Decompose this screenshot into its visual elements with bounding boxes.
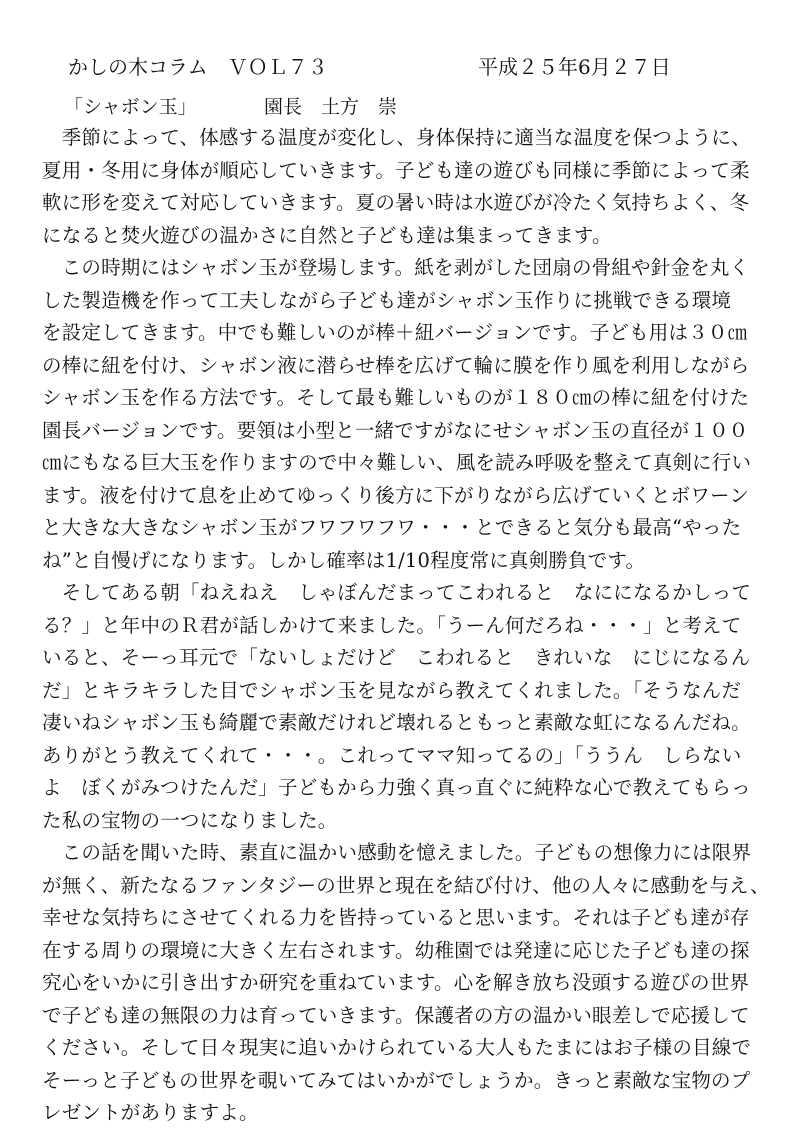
body-line: レゼントがありますよ。 bbox=[42, 1101, 259, 1124]
column-author: 園長 土方 崇 bbox=[264, 96, 398, 118]
column-subhead bbox=[64, 90, 397, 124]
body-line: る？」と年中のＲ君が話しかけて来ました。「うーん何だろね・・・」と考えて bbox=[42, 613, 742, 637]
body-line: 在する周りの環境に大きく左右されます。幼稚園では発達に応じた子ども達の探 bbox=[42, 938, 750, 962]
body-line: 園長バージョンです。要領は小型と一緒ですがなにせシャボン玉の直径が１００ bbox=[42, 418, 749, 442]
body-line: だ」とキラキラした目でシャボン玉を見ながら教えてくれました。「そうなんだ bbox=[42, 678, 742, 702]
body-line: ください。そして日々現実に追いかけられている大人もたまにはお子様の目線で bbox=[42, 1036, 752, 1059]
column-topic-title: 「シャボン玉」 bbox=[64, 96, 197, 118]
body-line: この話を聞いた時、素直に温かい感動を憶えました。子どもの想像力には限界 bbox=[42, 841, 752, 864]
body-line: が無く、新たなるファンタジーの世界と現在を結び付け、他の人々に感動を与え、 bbox=[42, 873, 770, 897]
body-line: いると、そーっ耳元で「ないしょだけど こわれると きれいな にじになるん bbox=[42, 646, 751, 669]
body-line: で子ども達の無限の力は育っていきます。保護者の方の温かい眼差しで応援して bbox=[42, 1003, 750, 1027]
body-line: 究心をいかに引き出すか研究を重ねています。心を解き放ち没頭する遊びの世界 bbox=[42, 971, 750, 994]
body-line: ね”と自慢げになります。しかし確率は1/10程度常に真剣勝負です。 bbox=[42, 548, 646, 572]
body-line: になると焚火遊びの温かさに自然と子ども達は集まってきます。 bbox=[42, 223, 612, 247]
body-line: シャボン玉を作る方法です。そして最も難しいものが１８０㎝の棒に紐を付けた bbox=[42, 386, 750, 409]
column-date: 平成２５年6月２７日 bbox=[478, 55, 671, 79]
body-line: を設定してきます。中でも難しいのが棒＋紐バージョンです。子ども用は３０㎝ bbox=[42, 321, 748, 344]
body-line: した製造機を作って工夫しながら子ども達がシャボン玉作りに挑戦できる環境 bbox=[42, 288, 732, 312]
body-line: ます。液を付けて息を止めてゆっくり後方に下がりながら広げていくとボワーン bbox=[42, 483, 750, 507]
body-line: 軟に形を変えて対応していきます。夏の暑い時は水遊びが冷たく気持ちよく、冬 bbox=[42, 191, 750, 214]
body-line: た私の宝物の一つになりました。 bbox=[42, 808, 338, 832]
body-line: の棒に紐を付け、シャボン液に潜らせ棒を広げて輪に膜を作り風を利用しながら bbox=[42, 353, 750, 377]
body-line: と大きな大きなシャボン玉がフワフワフワ・・・とできると気分も最高“やった bbox=[42, 516, 742, 539]
body-line: 幸せな気持ちにさせてくれる力を皆持っていると思います。それは子ども達が存 bbox=[42, 906, 750, 929]
body-line: 季節によって、体感する温度が変化し、身体保持に適当な温度を保つように、 bbox=[42, 126, 751, 149]
body-line: そーっと子どもの世界を覗いてみてはいかがでしょうか。きっと素敵な宝物のプ bbox=[42, 1068, 751, 1092]
column-series-title: かしの木コラム ＶＯＬ７３ bbox=[68, 55, 328, 79]
body-line: そしてある朝「ねえねえ しゃぼんだまってこわれると なにになるかしって bbox=[42, 581, 752, 604]
body-line: この時期にはシャボン玉が登場します。紙を剥がした団扇の骨組や針金を丸く bbox=[42, 256, 750, 279]
column-header bbox=[68, 50, 720, 84]
body-line: 凄いねシャボン玉も綺麗で素敵だけれど壊れるともっと素敵な虹になるんだね。 bbox=[42, 711, 751, 734]
column-body bbox=[42, 122, 770, 1130]
body-line: よ ぼくがみつけたんだ」子どもから力強く真っ直ぐに純粋な心で教えてもらっ bbox=[42, 776, 751, 799]
body-line: 夏用・冬用に身体が順応していきます。子ども達の遊びも同様に季節によって柔 bbox=[42, 158, 750, 182]
body-line: ㎝にもなる巨大玉を作りますので中々難しい、風を読み呼吸を整えて真剣に行い bbox=[42, 451, 752, 474]
body-line: ありがとう教えてくれて・・・。これってママ知ってるの」「ううん しらない bbox=[42, 743, 742, 767]
